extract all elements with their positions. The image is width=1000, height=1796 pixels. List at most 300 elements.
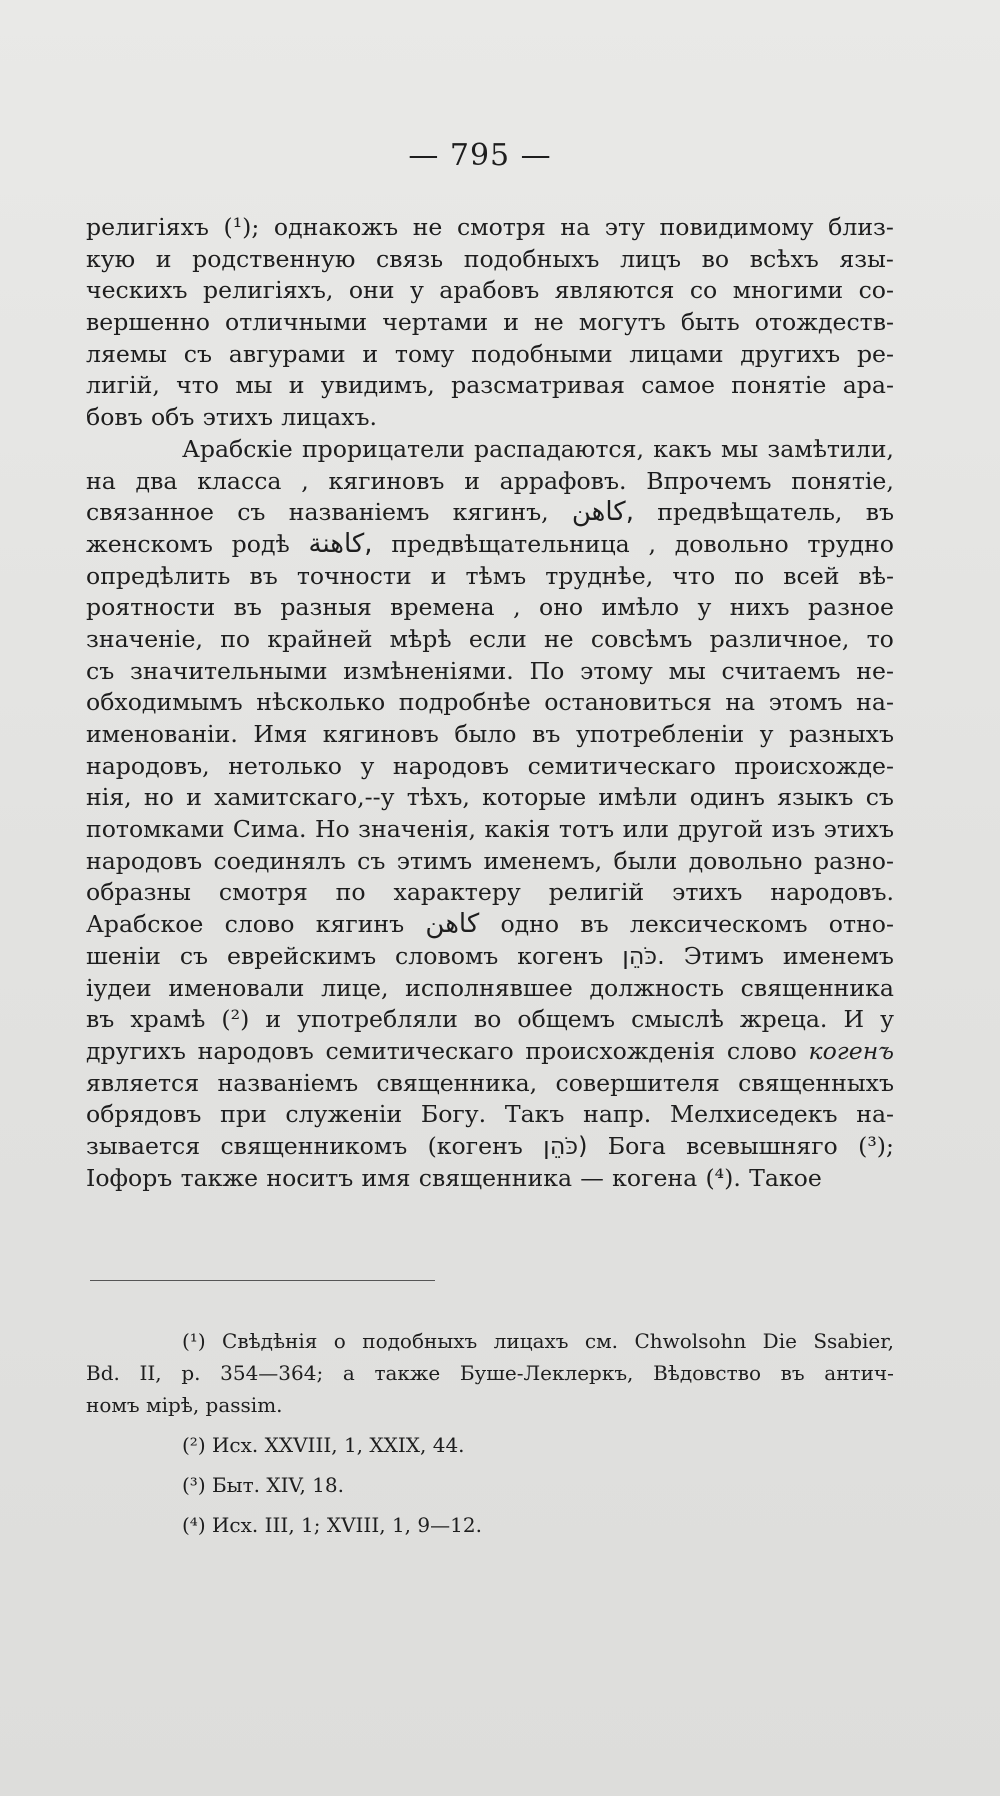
- text-line: [86, 1131, 894, 1163]
- word: имя: [361, 1163, 411, 1192]
- footnote-divider: [90, 1280, 435, 1281]
- text-line: [86, 846, 894, 878]
- word: у: [409, 276, 424, 305]
- word: близ-: [828, 213, 894, 241]
- word: у: [880, 1005, 894, 1034]
- word: характеру: [393, 878, 521, 907]
- word: не: [412, 213, 443, 241]
- word: разныхъ: [789, 720, 894, 748]
- footnote-2: (²) Исх. XXVIII, 1, XXIX, 44.: [182, 1433, 465, 1457]
- word: на: [560, 213, 591, 241]
- word: носитъ: [266, 1163, 354, 1192]
- word: съ: [865, 783, 894, 812]
- word: по: [335, 878, 366, 907]
- word: Сима.: [232, 815, 307, 844]
- word: словомъ: [395, 941, 499, 970]
- text-line: [86, 687, 894, 719]
- word: именемъ,: [483, 846, 603, 875]
- word: обрядовъ: [86, 1100, 202, 1129]
- footnotes: [86, 1325, 894, 1541]
- text-line: [86, 877, 894, 909]
- word: что: [672, 561, 716, 590]
- word: כֹּהֵן.: [622, 941, 665, 970]
- word: жреца.: [739, 1005, 828, 1034]
- word: происхожденія: [525, 1036, 716, 1065]
- word: религіяхъ,: [203, 276, 334, 305]
- word: многими: [732, 276, 844, 305]
- word: именованіи.: [86, 720, 238, 748]
- footnote-word: p.: [181, 1361, 201, 1385]
- word: Арабскіе: [182, 434, 293, 463]
- word: كاهن: [425, 909, 480, 940]
- word: мы: [235, 371, 273, 400]
- word: если: [468, 624, 527, 653]
- word: связь: [376, 244, 444, 273]
- word: совершителя: [555, 1068, 720, 1097]
- text-line: [86, 656, 894, 688]
- word: родственную: [192, 244, 356, 273]
- text-line: [86, 751, 894, 783]
- word: כֹּהֵן): [543, 1131, 588, 1160]
- word: съ: [237, 498, 266, 527]
- word: всей: [783, 561, 840, 590]
- word: семитическаго: [325, 1036, 514, 1065]
- word: отождеств-: [754, 308, 894, 337]
- word: различное,: [709, 624, 850, 653]
- word: употребляли: [297, 1005, 458, 1034]
- word: авгурами: [228, 339, 346, 368]
- word: со: [689, 276, 718, 305]
- word: и: [503, 308, 519, 337]
- word: язы-: [839, 244, 894, 273]
- word: одинъ: [689, 783, 765, 812]
- word: что: [176, 371, 220, 400]
- footnote-word: Ssabier,: [813, 1329, 894, 1353]
- word: смотря: [457, 213, 546, 241]
- word: въ: [233, 593, 262, 622]
- word: по: [734, 561, 765, 590]
- word: распадаются,: [474, 434, 644, 463]
- word: كاهنة,: [308, 528, 373, 559]
- word: народовъ,: [86, 751, 210, 780]
- text-line: [86, 307, 894, 339]
- word: являются: [554, 276, 675, 305]
- word: понятіе,: [791, 466, 894, 495]
- footnote-word: также: [374, 1361, 441, 1385]
- word: у: [360, 751, 375, 780]
- word: трудно: [807, 529, 894, 558]
- word: разсматривая: [451, 371, 625, 400]
- word: довольно: [674, 529, 789, 558]
- text-line: [86, 497, 894, 529]
- word: класса: [197, 466, 282, 495]
- word: священникомъ: [220, 1131, 408, 1160]
- word: тому: [394, 339, 455, 368]
- word: всевышняго: [686, 1131, 838, 1160]
- word: также: [180, 1163, 259, 1192]
- word: этимъ: [396, 846, 473, 875]
- word: при: [220, 1100, 267, 1129]
- word: въ: [865, 498, 894, 527]
- word: кягиновъ: [322, 720, 439, 748]
- word: كاهن,: [571, 497, 634, 528]
- footnote-word: Свѣдѣнія: [222, 1329, 318, 1353]
- footnote-word: лицахъ: [493, 1329, 569, 1353]
- word: названіемъ: [288, 498, 430, 527]
- word: и: [288, 371, 305, 400]
- word: кягинъ,: [452, 498, 549, 527]
- footnote-word: 354—364;: [220, 1361, 324, 1385]
- word: эту: [604, 213, 645, 241]
- word: употребленіи: [575, 720, 745, 748]
- word: смотря: [218, 878, 308, 907]
- word: разныя: [280, 593, 372, 622]
- word: со-: [858, 276, 894, 305]
- footnote-word: (¹): [182, 1329, 206, 1353]
- word: два: [135, 466, 178, 495]
- word: подробнѣе: [398, 688, 531, 717]
- word: съ: [86, 656, 115, 685]
- word: ,: [648, 529, 656, 558]
- word: однакожъ: [273, 213, 399, 241]
- word: считаемъ: [721, 656, 841, 685]
- word: на-: [856, 1100, 894, 1129]
- word: народовъ: [86, 846, 203, 875]
- word: съ: [179, 941, 209, 970]
- word: имѣло: [601, 593, 680, 622]
- word: на: [725, 688, 756, 717]
- word: образны: [86, 878, 191, 907]
- word: не: [543, 624, 574, 653]
- word: времена: [390, 593, 495, 622]
- text-line: [86, 624, 894, 656]
- word: увидимъ,: [320, 371, 435, 400]
- word: связанное: [86, 498, 214, 527]
- word: лице,: [321, 973, 389, 1002]
- word: у: [697, 593, 712, 622]
- word: зывается: [86, 1131, 201, 1160]
- word: Но: [314, 815, 350, 844]
- word: по: [220, 624, 251, 653]
- word: на: [86, 466, 116, 495]
- word: когена: [612, 1163, 698, 1192]
- word: слово: [224, 910, 295, 939]
- footnote-1-line-2: [86, 1357, 894, 1389]
- word: съ: [183, 339, 212, 368]
- word: ,: [513, 593, 521, 622]
- word: другой: [677, 815, 764, 844]
- word: храмѣ: [130, 1005, 206, 1034]
- word: смыслѣ: [631, 1005, 724, 1034]
- word: на-: [856, 688, 894, 717]
- word: этихъ: [823, 815, 894, 844]
- word: не-: [856, 656, 894, 685]
- text-line: [86, 212, 894, 244]
- word: Такое: [749, 1163, 822, 1192]
- footnote-3: (³) Быт. XIV, 18.: [182, 1473, 344, 1497]
- word: могутъ: [578, 308, 666, 337]
- word: (²): [221, 1005, 250, 1034]
- word: лексическомъ: [629, 910, 808, 939]
- footnote-word: Вѣдовство: [653, 1361, 762, 1385]
- word: и: [362, 339, 379, 368]
- word: довольно: [688, 846, 803, 875]
- word: языкъ: [777, 783, 854, 812]
- word: Такъ: [504, 1100, 565, 1129]
- page-number: — 795 —: [408, 138, 552, 173]
- word: въ: [249, 561, 278, 590]
- footnote-word: см.: [584, 1329, 619, 1353]
- text-line: [86, 814, 894, 846]
- word: священника,: [376, 1068, 538, 1097]
- footnote-word: о: [333, 1329, 346, 1353]
- word: аррафовъ.: [499, 466, 627, 495]
- word: изъ: [771, 815, 816, 844]
- footnote-4: (⁴) Исх. III, 1; XVIII, 1, 9—12.: [182, 1513, 482, 1537]
- word: арабовъ: [439, 276, 540, 305]
- footnote-word: въ: [780, 1361, 805, 1385]
- footnote-1-line-3: номъ мірѣ, passim.: [86, 1393, 283, 1417]
- text-line: [86, 1004, 894, 1036]
- word: родѣ: [231, 529, 290, 558]
- word: ческихъ: [86, 276, 188, 305]
- word: роятности: [86, 593, 216, 622]
- word: лицъ: [620, 244, 681, 273]
- word: значенія,: [358, 815, 477, 844]
- word: этому: [580, 656, 653, 685]
- word: происхожде-: [734, 751, 894, 780]
- footnote-word: подобныхъ: [362, 1329, 478, 1353]
- word: шеніи: [86, 941, 161, 970]
- word: было: [454, 720, 517, 748]
- word: въ: [580, 910, 609, 939]
- word: (³);: [858, 1131, 894, 1160]
- word: лигій,: [86, 371, 160, 400]
- word: и: [155, 244, 172, 273]
- word: народовъ.: [770, 878, 894, 907]
- word: народовъ: [392, 751, 510, 780]
- word: лицами: [629, 339, 724, 368]
- word: когенъ: [517, 941, 604, 970]
- word: ,: [301, 466, 309, 495]
- word: является: [86, 1068, 200, 1097]
- text-line: [86, 1099, 894, 1131]
- footnote-word: антич-: [824, 1361, 894, 1385]
- footnote-word: Буше-Леклеркъ,: [459, 1361, 634, 1385]
- word: предвѣщательница: [391, 529, 630, 558]
- word: вершенно: [86, 308, 210, 337]
- word: религій: [548, 878, 645, 907]
- word: или: [622, 815, 670, 844]
- word: замѣтили,: [767, 434, 894, 463]
- footnote-word: II,: [139, 1361, 162, 1385]
- word: (¹);: [223, 213, 260, 241]
- word: По: [529, 656, 565, 685]
- word: именемъ: [782, 941, 894, 970]
- word: Бога: [607, 1131, 666, 1160]
- text-line: [86, 973, 894, 1005]
- word: значеніе,: [86, 624, 203, 653]
- word: отличными: [225, 308, 368, 337]
- word: труднѣе,: [545, 561, 654, 590]
- text-line: [86, 339, 894, 371]
- word: подобныхъ: [463, 244, 600, 273]
- word: именовали: [168, 973, 305, 1002]
- word: имѣли: [598, 783, 678, 812]
- text-line: [86, 909, 894, 941]
- word: еврейскимъ: [227, 941, 377, 970]
- word: хамитскаго,--у: [214, 783, 395, 812]
- word: Впрочемъ: [646, 466, 772, 495]
- word: опредѣлить: [86, 561, 231, 590]
- main-text: [86, 212, 894, 1194]
- word: исполнявшее: [405, 973, 573, 1002]
- word: совсѣмъ: [590, 624, 693, 653]
- word: Богу.: [420, 1100, 487, 1129]
- word: понятіе: [731, 371, 827, 400]
- word: семитическаго: [527, 751, 716, 780]
- word: слово: [726, 1036, 797, 1065]
- word: Имя: [253, 720, 308, 748]
- word: народовъ: [197, 1036, 314, 1065]
- word: этихъ: [202, 403, 273, 432]
- word: тотъ: [558, 815, 615, 844]
- text-line: [86, 275, 894, 307]
- word: они: [348, 276, 395, 305]
- word: чертами: [382, 308, 489, 337]
- word: (когенъ: [427, 1131, 523, 1160]
- word: Мелхиседекъ: [669, 1100, 838, 1129]
- word: (⁴).: [705, 1163, 741, 1192]
- footnote-word: Bd.: [86, 1361, 120, 1385]
- word: тѣмъ: [465, 561, 527, 590]
- word: соединялъ: [213, 846, 346, 875]
- word: мы: [721, 434, 759, 463]
- word: священныхъ: [738, 1068, 894, 1097]
- word: нетолько: [228, 751, 342, 780]
- word: обходимымъ: [86, 688, 243, 717]
- word: какъ: [653, 434, 712, 463]
- word: во: [473, 1005, 502, 1034]
- text-line: [86, 941, 894, 973]
- word: общемъ: [517, 1005, 616, 1034]
- word: разно-: [814, 846, 894, 875]
- word: кую: [86, 244, 136, 273]
- text-line: [86, 244, 894, 276]
- word: крайней: [267, 624, 373, 653]
- word: вѣ-: [858, 561, 894, 590]
- word: значительными: [130, 656, 328, 685]
- word: должность: [589, 973, 724, 1002]
- word: женскомъ: [86, 529, 213, 558]
- word: когенъ: [808, 1036, 894, 1065]
- word: и: [186, 783, 202, 812]
- word: но: [143, 783, 174, 812]
- word: напр.: [583, 1100, 652, 1129]
- word: предвѣщатель,: [657, 498, 843, 527]
- word: другихъ: [740, 339, 841, 368]
- word: самое: [641, 371, 715, 400]
- word: мѣрѣ: [389, 624, 452, 653]
- word: Этимъ: [683, 941, 764, 970]
- word: какія: [484, 815, 551, 844]
- word: —: [580, 1163, 604, 1192]
- text-line: [86, 434, 894, 466]
- text-line: [86, 1036, 894, 1068]
- word: іудеи: [86, 973, 152, 1002]
- word: Арабское: [86, 910, 204, 939]
- word: кягиновъ: [328, 466, 445, 495]
- word: ре-: [856, 339, 894, 368]
- word: другихъ: [86, 1036, 186, 1065]
- word: въ: [532, 720, 561, 748]
- word: нѣсколько: [256, 688, 386, 717]
- word: разное: [807, 593, 894, 622]
- footnote-word: а: [342, 1361, 355, 1385]
- word: служеніи: [285, 1100, 403, 1129]
- text-line: [86, 592, 894, 624]
- word: отно-: [828, 910, 894, 939]
- text-line: [86, 370, 894, 402]
- word: мы: [668, 656, 706, 685]
- text-line: [86, 529, 894, 561]
- word: священника: [418, 1163, 573, 1192]
- word: измѣненіями.: [343, 656, 514, 685]
- word: у: [759, 720, 774, 748]
- text-line: [86, 1163, 894, 1195]
- word: бовъ: [86, 403, 143, 432]
- word: объ: [150, 403, 195, 432]
- word: и: [430, 561, 447, 590]
- word: не: [534, 308, 564, 337]
- word: И: [843, 1005, 865, 1034]
- word: религіяхъ: [86, 213, 209, 241]
- word: одно: [500, 910, 560, 939]
- word: ара-: [842, 371, 894, 400]
- word: потомками: [86, 815, 225, 844]
- word: которые: [482, 783, 587, 812]
- word: повидимому: [659, 213, 814, 241]
- word: Іофоръ: [86, 1163, 173, 1192]
- text-line: [86, 782, 894, 814]
- text-line: [86, 1068, 894, 1100]
- word: прорицатели: [301, 434, 465, 463]
- word: то: [866, 624, 894, 653]
- word: во: [701, 244, 730, 273]
- word: этомъ: [768, 688, 843, 717]
- word: кягинъ: [315, 910, 405, 939]
- footnote-word: Die: [762, 1329, 797, 1353]
- word: были: [613, 846, 678, 875]
- word: подобными: [471, 339, 613, 368]
- word: названіемъ: [217, 1068, 359, 1097]
- text-line: [86, 561, 894, 593]
- text-line: [86, 402, 894, 434]
- text-line: [86, 719, 894, 751]
- footnote-word: Chwolsohn: [634, 1329, 747, 1353]
- word: остановиться: [544, 688, 712, 717]
- word: быть: [680, 308, 740, 337]
- word: этихъ: [672, 878, 743, 907]
- word: всѣхъ: [749, 244, 819, 273]
- word: и: [464, 466, 480, 495]
- word: тѣхъ,: [406, 783, 470, 812]
- word: и: [265, 1005, 282, 1034]
- word: нихъ: [729, 593, 790, 622]
- text-line: [86, 466, 894, 498]
- footnote-1-line-1: [86, 1325, 894, 1357]
- word: нія,: [86, 783, 132, 812]
